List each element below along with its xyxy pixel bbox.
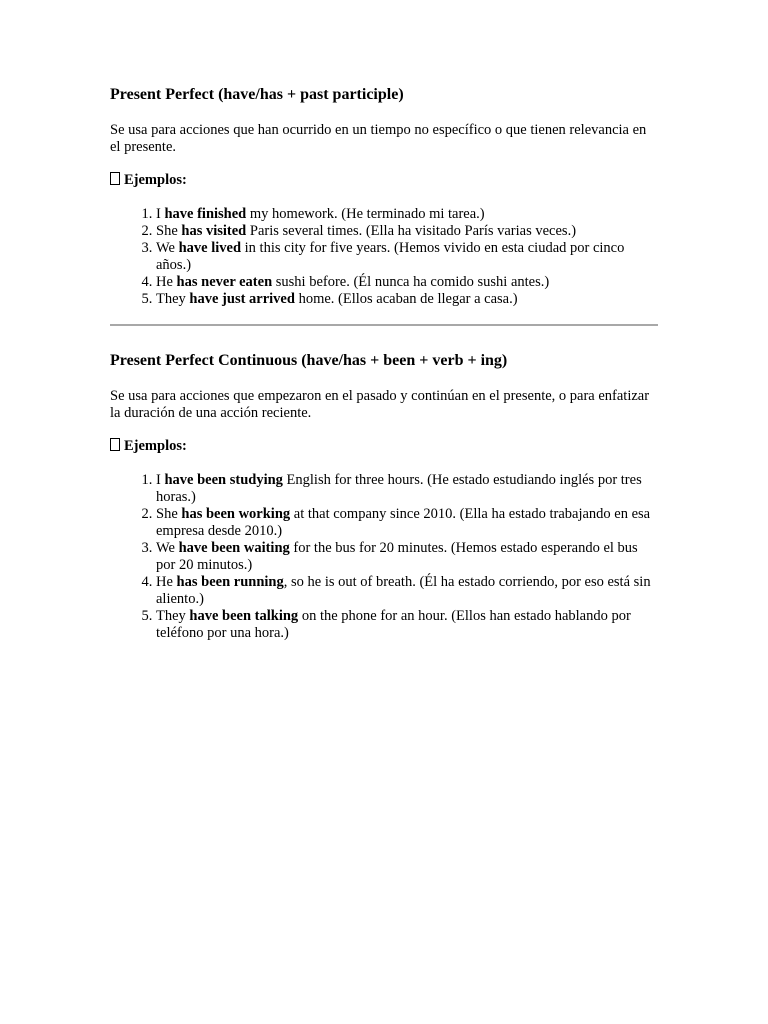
section-divider — [110, 324, 658, 326]
example-subject: They — [156, 608, 190, 624]
example-subject: We — [156, 540, 179, 556]
list-item — [156, 608, 658, 642]
example-rest: at that company since 2010. (Ella ha estado trabajando en esa empresa desde 2010.) — [156, 506, 651, 539]
example-subject: I — [156, 472, 165, 488]
missing-glyph-icon — [110, 172, 120, 185]
examples-heading-label: Ejemplos: — [124, 172, 187, 188]
example-rest: my homework. (He terminado mi tarea.) — [246, 206, 485, 222]
example-subject: He — [156, 574, 177, 590]
example-rest: sushi before. (Él nunca ha comido sushi antes.) — [272, 274, 550, 290]
example-verb-phrase: have finished — [164, 206, 247, 222]
example-verb-phrase: have been talking — [189, 608, 299, 624]
example-verb-phrase: has been working — [181, 506, 291, 522]
examples-heading — [110, 172, 658, 189]
section-title: Present Perfect (have/has + past participle) — [110, 86, 404, 103]
example-subject: We — [156, 240, 179, 256]
example-rest: in this city for five years. (Hemos vivido en esta ciudad por cinco años.) — [156, 240, 625, 273]
example-rest: English for three hours. (He estado estudiando inglés por tres horas.) — [156, 472, 642, 505]
example-verb-phrase: has never eaten — [176, 274, 273, 290]
example-rest: Paris several times. (Ella ha visitado París varias veces.) — [246, 223, 577, 239]
example-verb-phrase: have just arrived — [189, 291, 295, 307]
section-description: Se usa para acciones que han ocurrido en un tiempo no específico o que tienen relevancia en el presente. — [110, 122, 647, 155]
examples-list — [110, 472, 658, 642]
example-verb-phrase: have lived — [178, 240, 242, 256]
section-present-perfect — [110, 84, 658, 308]
example-verb-phrase: has been running — [176, 574, 284, 590]
list-item — [156, 291, 658, 308]
example-rest: on the phone for an hour. (Ellos han estado hablando por teléfono por una hora.) — [156, 608, 631, 641]
list-item — [156, 540, 658, 574]
examples-heading — [110, 438, 658, 455]
example-rest: home. (Ellos acaban de llegar a casa.) — [294, 291, 518, 307]
list-item — [156, 472, 658, 506]
section-title: Present Perfect Continuous (have/has + been + verb + ing) — [110, 352, 508, 369]
list-item — [156, 574, 658, 608]
example-verb-phrase: have been studying — [164, 472, 283, 488]
example-subject: He — [156, 274, 177, 290]
list-item — [156, 223, 658, 240]
example-rest: , so he is out of breath. (Él ha estado corriendo, por eso está sin aliento.) — [156, 574, 651, 607]
list-item — [156, 206, 658, 223]
section-description: Se usa para acciones que empezaron en el pasado y continúan en el presente, o para enfatizar la duración de una acción reciente. — [110, 388, 650, 421]
example-subject: She — [156, 506, 182, 522]
example-rest: for the bus for 20 minutes. (Hemos estado esperando el bus por 20 minutos.) — [156, 540, 638, 573]
example-verb-phrase: have been waiting — [178, 540, 290, 556]
example-subject: I — [156, 206, 165, 222]
example-subject: They — [156, 291, 190, 307]
example-verb-phrase: has visited — [181, 223, 247, 239]
list-item — [156, 274, 658, 291]
list-item — [156, 240, 658, 274]
section-present-perfect-continuous — [110, 350, 658, 642]
missing-glyph-icon — [110, 438, 120, 451]
example-subject: She — [156, 223, 182, 239]
examples-heading-label: Ejemplos: — [124, 438, 187, 454]
list-item — [156, 506, 658, 540]
examples-list — [110, 206, 658, 308]
